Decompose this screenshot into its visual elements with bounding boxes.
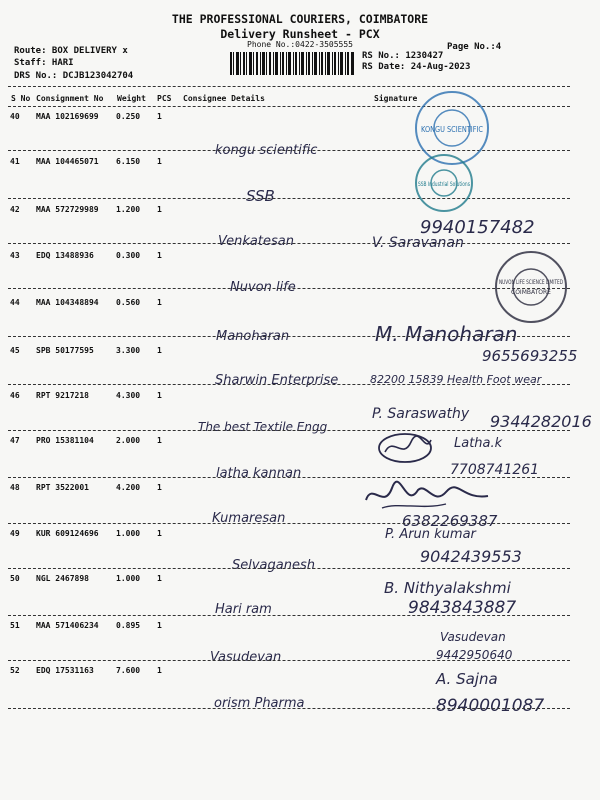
row-pcs: 1 <box>157 112 162 121</box>
row-consignee: Sharwin Enterprise <box>215 373 339 388</box>
row-signature: 82200 15839 Health Foot wear <box>370 373 542 386</box>
row-consignment: MAA 104465071 <box>36 157 99 166</box>
row-consignee: Nuvon life <box>230 280 296 295</box>
row-weight: 7.600 <box>116 666 141 675</box>
row-consignee: SSB <box>246 187 275 205</box>
row-consignment: KUR 609124696 <box>36 529 99 538</box>
row-sno: 49 <box>10 529 20 538</box>
row-sno: 43 <box>10 251 20 260</box>
col-pcs: PCS <box>157 94 172 103</box>
row-signature: P. Arun kumar <box>385 527 476 542</box>
row-signature-phone: 6382269387 <box>402 512 498 530</box>
row-pcs: 1 <box>157 346 162 355</box>
row-consignment: RPT 3522001 <box>36 483 89 492</box>
row-sno: 51 <box>10 621 20 630</box>
ssb-stamp-text: SSB Industrial Solutions <box>418 181 470 188</box>
row-divider <box>8 288 570 289</box>
row-divider <box>8 336 570 337</box>
row-pcs: 1 <box>157 298 162 307</box>
row-pcs: 1 <box>157 157 162 166</box>
sheet-title: Delivery Runsheet - PCX <box>220 27 380 41</box>
row-sno: 50 <box>10 574 20 583</box>
col-sno: S No <box>11 94 31 103</box>
row-weight: 3.300 <box>116 346 141 355</box>
row-sno: 41 <box>10 157 20 166</box>
row-sno: 40 <box>10 112 20 121</box>
row-pcs: 1 <box>157 436 162 445</box>
row-consignment: SPB 50177595 <box>36 346 94 355</box>
row-signature-phone: 9042439553 <box>420 547 522 566</box>
col-consignee: Consignee Details <box>183 94 265 103</box>
row-sno: 44 <box>10 298 20 307</box>
row-sno: 45 <box>10 346 20 355</box>
row-pcs: 1 <box>157 391 162 400</box>
row-signature: P. Saraswathy <box>372 406 470 422</box>
row-consignment: EDQ 13488936 <box>36 251 94 260</box>
row-signature: V. Saravanan <box>372 235 464 251</box>
row-consignment: MAA 572729989 <box>36 205 99 214</box>
row-sno: 46 <box>10 391 20 400</box>
row-consignment: PRO 15381104 <box>36 436 94 445</box>
col-consignment: Consignment No <box>36 94 104 103</box>
row-consignee: Venkatesan <box>218 234 294 249</box>
row-divider <box>8 477 570 478</box>
row-pcs: 1 <box>157 483 162 492</box>
row-consignee: The best Textile Engg <box>198 420 328 434</box>
row-divider <box>8 660 570 661</box>
row-signature-phone: 9843843887 <box>408 598 517 618</box>
rs-date: RS Date: 24-Aug-2023 <box>362 62 471 72</box>
row-pcs: 1 <box>157 251 162 260</box>
row-consignee: Selvaganesh <box>232 558 315 573</box>
row-consignee: kongu scientific <box>215 143 318 158</box>
row-divider <box>8 568 570 569</box>
row-pcs: 1 <box>157 205 162 214</box>
nuvon-stamp-text: NUVON LIFE SCIENCE LIMITED <box>499 279 564 286</box>
row-consignment: EDQ 17531163 <box>36 666 94 675</box>
row-divider <box>8 384 570 385</box>
row-consignee: Hari ram <box>215 602 272 617</box>
row-consignee: Vasudevan <box>210 650 282 665</box>
nuvon-stamp <box>492 248 570 326</box>
row-signature: A. Sajna <box>436 670 498 688</box>
col-signature: Signature <box>374 94 418 103</box>
row-sno: 42 <box>10 205 20 214</box>
drs-number: DRS No.: DCJB123042704 <box>14 71 134 81</box>
row-sno: 48 <box>10 483 20 492</box>
row-weight: 1.200 <box>116 205 141 214</box>
row-weight: 0.560 <box>116 298 141 307</box>
staff-label: Staff: HARI <box>14 58 74 68</box>
company-name: THE PROFESSIONAL COURIERS, COIMBATORE <box>171 12 429 26</box>
row-weight: 2.000 <box>116 436 141 445</box>
row-consignee: Kumaresan <box>212 511 286 526</box>
row-signature-phone: 9442950640 <box>436 648 513 662</box>
row-weight: 4.300 <box>116 391 141 400</box>
row-weight: 4.200 <box>116 483 141 492</box>
row-consignment: MAA 102169699 <box>36 112 99 121</box>
row-consignment: MAA 104348894 <box>36 298 99 307</box>
row-pcs: 1 <box>157 621 162 630</box>
phone-number: Phone No.:0422-3505555 <box>247 40 353 49</box>
row-signature: Latha.k <box>454 436 503 451</box>
row-divider <box>8 243 570 244</box>
row-signature-phone: 9344282016 <box>490 412 592 431</box>
barcode <box>230 52 354 75</box>
signature-scribble-48 <box>362 480 492 516</box>
header-top-rule <box>8 86 570 87</box>
route-label: Route: BOX DELIVERY x <box>14 46 128 56</box>
row-weight: 0.895 <box>116 621 141 630</box>
row-divider <box>8 708 570 709</box>
row-weight: 0.250 <box>116 112 141 121</box>
row-consignment: NGL 2467898 <box>36 574 89 583</box>
row-divider <box>8 198 570 199</box>
row-weight: 0.300 <box>116 251 141 260</box>
signature-scribble-47 <box>375 430 437 466</box>
row-signature: Vasudevan <box>440 630 506 644</box>
row-consignee: Manoharan <box>216 329 290 344</box>
row-divider <box>8 615 570 616</box>
row-divider <box>8 430 570 431</box>
col-weight: Weight <box>117 94 146 103</box>
row-signature: B. Nithyalakshmi <box>384 579 511 597</box>
row-signature-phone: 7708741261 <box>450 462 540 478</box>
rs-number: RS No.: 1230427 <box>362 51 444 61</box>
row-divider <box>8 523 570 524</box>
row-signature-phone: 9940157482 <box>420 217 535 238</box>
row-consignee: orism Pharma <box>214 696 305 711</box>
row-weight: 6.150 <box>116 157 141 166</box>
kongu-stamp-text: KONGU SCIENTIFIC <box>421 125 484 134</box>
row-consignee: latha kannan <box>216 466 302 481</box>
row-consignment: RPT 9217218 <box>36 391 89 400</box>
row-consignment: MAA 571406234 <box>36 621 99 630</box>
row-sno: 47 <box>10 436 20 445</box>
nuvon-stamp-city: COIMBATORE <box>511 289 551 296</box>
row-weight: 1.000 <box>116 574 141 583</box>
row-pcs: 1 <box>157 574 162 583</box>
row-signature-phone: 9655693255 <box>482 347 578 365</box>
row-pcs: 1 <box>157 666 162 675</box>
page-number: Page No.:4 <box>447 42 502 52</box>
row-weight: 1.000 <box>116 529 141 538</box>
row-pcs: 1 <box>157 529 162 538</box>
ssb-stamp <box>413 152 475 214</box>
row-signature-phone: 8940001087 <box>436 696 545 716</box>
row-signature: M. Manoharan <box>375 322 518 346</box>
row-sno: 52 <box>10 666 20 675</box>
